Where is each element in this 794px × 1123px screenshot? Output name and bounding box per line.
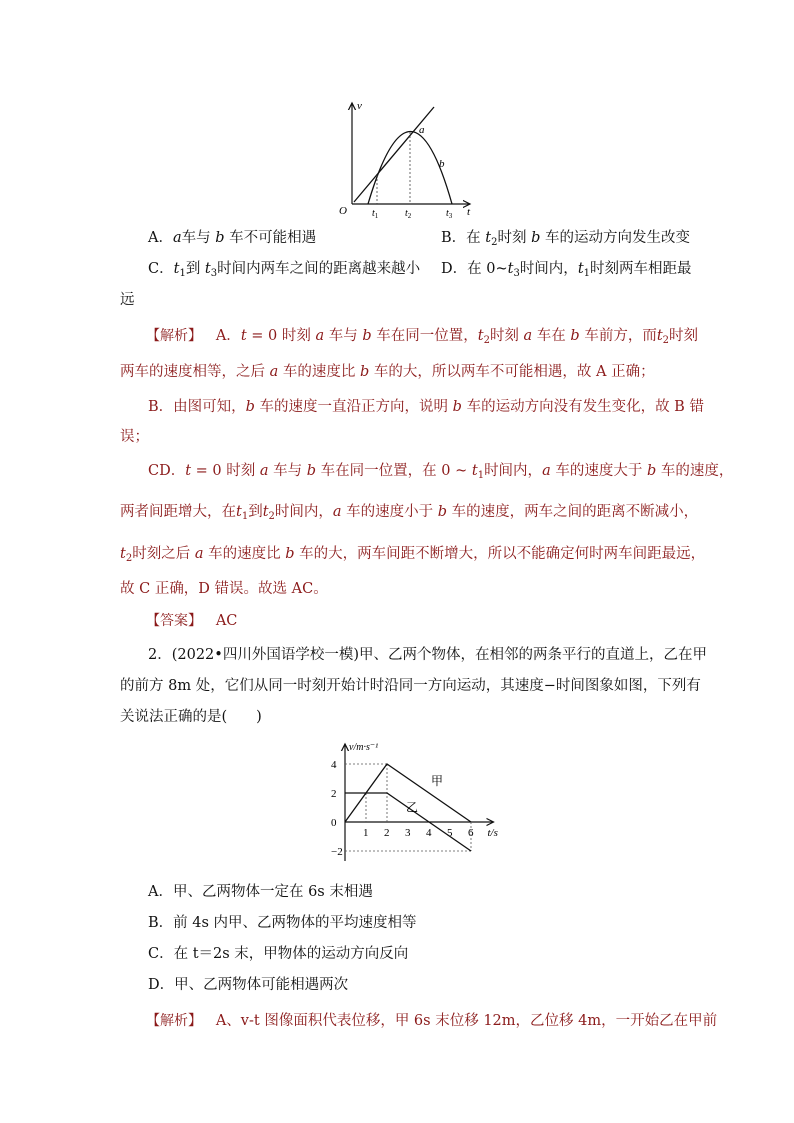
- y-axis-label: v/m·s⁻¹: [349, 742, 379, 753]
- series-label-jia: 甲: [431, 774, 444, 788]
- q1-analysis-line-1: 【解析】 A．t = 0 时刻 a 车与 b 车在同一位置，$t_2$时刻 a 车在 b 车前方，而$t_2$时刻: [146, 328, 699, 346]
- origin-label: O: [339, 205, 347, 217]
- q2-option-b: B．前 4s 内甲、乙两物体的平均速度相等: [148, 915, 417, 931]
- q2-analysis-line-1: 【解析】 A、v-t 图像面积代表位移，甲 6s 末位移 12m，乙位移 4m，一开始乙在甲前: [146, 1013, 718, 1029]
- q1-analysis-line-5: CD．t = 0 时刻 a 车与 b 车在同一位置，在 0 ~ $t_1$时间内，a 车的速度大于 b 车的速度，: [148, 463, 734, 481]
- q1-analysis-line-7: $t_2$时刻之后 a 车的速度比 b 车的大，两车间距不断增大，所以不能确定何时两车间距最远，: [120, 546, 706, 564]
- analysis-tag-2: 【解析】: [146, 1013, 202, 1029]
- x-axis-label: t/s: [487, 827, 498, 839]
- y-tick-label: 4: [331, 759, 337, 771]
- x-tick-label: 2: [384, 827, 390, 839]
- x-tick-label: 4: [426, 827, 432, 839]
- x-tick-label: 5: [447, 827, 453, 839]
- q1-analysis-line-3: B．由图可知，b 车的速度一直沿正方向，说明 b 车的运动方向没有发生变化，故 B 错: [148, 399, 704, 415]
- q1-option-c: C．$t_1$到 $t_3$时间内两车之间的距离越来越小: [148, 261, 421, 279]
- t-axis-label: t: [467, 206, 471, 218]
- x-tick-label: 1: [363, 827, 369, 839]
- tick-t3: $t_3$: [446, 208, 453, 220]
- tick-t2: $t_2$: [405, 208, 412, 220]
- q2-stem-line-1: 2．(2022•四川外国语学校一模)甲、乙两个物体，在相邻的两条平行的直道上，乙在甲: [148, 647, 707, 663]
- tick-t1: $t_1$: [372, 208, 379, 220]
- analysis-tag: 【解析】: [146, 328, 202, 344]
- x-tick-label: 3: [405, 827, 411, 839]
- figure-2-vt-chart: [318, 740, 508, 865]
- figure-1-vt-graph: [330, 95, 490, 220]
- q2-stem-line-2: 的前方 8m 处，它们从同一时刻开始计时沿同一方向运动，其速度−时间图象如图，下列有: [120, 678, 701, 694]
- q1-option-d: D．在 $0\sim t_3$时间内，$t_1$时刻两车相距最: [441, 261, 692, 279]
- q1-analysis-line-8: 故 C 正确，D 错误。故选 AC。: [120, 581, 328, 597]
- y-tick-label: −2: [331, 846, 343, 858]
- answer-value: AC: [215, 613, 238, 629]
- q1-option-b: B．在 $t_2$时刻 b 车的运动方向发生改变: [441, 230, 690, 248]
- q1-option-a: A．a车与 b 车不可能相遇: [148, 230, 317, 246]
- y-tick-label: 2: [331, 788, 337, 800]
- x-tick-label: 6: [468, 827, 474, 839]
- q2-option-c: C．在 t＝2s 末，甲物体的运动方向反向: [148, 946, 409, 962]
- v-axis-label: v: [357, 100, 362, 112]
- q2-stem-line-3: 关说法正确的是( ): [120, 709, 262, 725]
- q2-option-d: D．甲、乙两物体可能相遇两次: [148, 977, 349, 993]
- label-b: b: [439, 158, 445, 170]
- answer-tag: 【答案】: [146, 613, 202, 629]
- line-b: [354, 107, 434, 202]
- q2-option-a: A．甲、乙两物体一定在 6s 末相遇: [148, 884, 373, 900]
- q1-analysis-line-2: 两车的速度相等，之后 a 车的速度比 b 车的大，所以两车不可能相遇，故 A 正确；: [120, 364, 655, 380]
- q1-analysis-line-4: 误；: [120, 429, 149, 445]
- label-a: a: [419, 124, 425, 136]
- q1-analysis-line-6: 两者间距增大，在$t_1$到$t_2$时间内，a 车的速度小于 b 车的速度，两车之间的距离不断减小，: [120, 504, 699, 522]
- q1-option-d-cont: 远: [120, 292, 135, 308]
- q1-answer: [146, 611, 237, 631]
- y-tick-label: 0: [331, 817, 337, 829]
- series-label-yi: 乙: [406, 800, 419, 815]
